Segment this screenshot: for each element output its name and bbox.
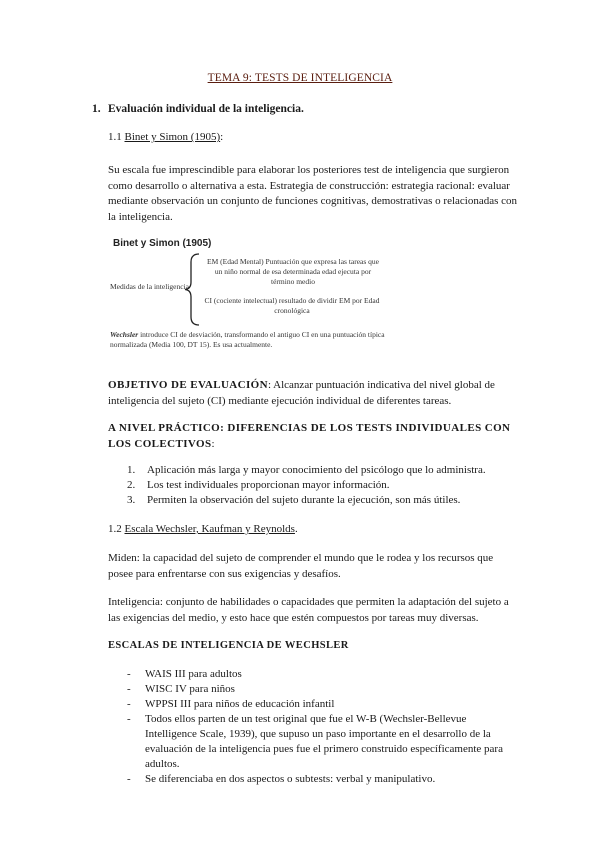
document-title: TEMA 9: TESTS DE INTELIGENCIA [207,72,393,84]
subsection-1-2-name: Escala Wechsler, Kaufman y Reynolds [124,523,295,535]
subsection-1-2-suffix: . [294,523,298,535]
subsection-1-1-heading [108,131,223,143]
figure-footer-bold: Wechsler [110,330,139,339]
objetivo-label: OBJETIVO DE EVALUACIÓN [108,379,268,391]
subsection-1-1-name: Binet y Simon (1905) [124,131,221,143]
practico-heading [108,421,518,452]
objetivo-paragraph [108,378,518,409]
miden-paragraph: Miden: la capacidad del sujeto de comprender el mundo que le rodea y los recursos que posee para enfrentarse con sus exigencias y desafíos. [108,552,494,580]
binet-paragraph: Su escala fue imprescindible para elaborar los posteriores test de inteligencia que surgieron como desarrollo o alternativa a esta. Estrategia de construcción: estrategia racional: evaluar mediante observación un conjunto de funciones cognitivas, demostrativas o relacionadas con la inteligencia. [108,164,518,223]
figure-footer-text: introduce CI de desviación, transformando el antiguo CI en una puntuación típica normalizada (Media 100, DT 15). Es usa actualmente. [110,330,385,349]
practico-list [127,463,517,508]
subsection-1-2-heading [108,523,298,535]
section-1-title: Evaluación individual de la inteligencia. [108,103,304,115]
figure-title: Binet y Simon (1905) [113,238,212,249]
list-item: - WAIS III para adultos [127,668,242,680]
escalas-heading: ESCALAS DE INTELIGENCIA DE WECHSLER [108,640,349,651]
list-item: 2. Los test individuales proporcionan mayor información. [127,479,390,491]
figure-em-text: EM (Edad Mental) Puntuación que expresa las tareas que un niño normal de esa determinada edad ejecuta por término medio [206,257,380,286]
list-item: 3. Permiten la observación del sujeto durante la ejecución, son más útiles. [127,494,461,506]
section-1-heading [92,103,304,115]
subsection-1-2-prefix: 1.2 [108,523,125,535]
figure-footer [110,330,400,350]
section-1-number: 1. [92,103,101,115]
list-item: - Se diferenciaba en dos aspectos o subtests: verbal y manipulativo. [127,773,436,785]
inteligencia-paragraph: Inteligencia: conjunto de habilidades o capacidades que permiten la adaptación del sujeto a las exigencias del medio, y esto hace que estén compuestos por tareas muy diversas. [108,596,509,624]
figure-left-label: Medidas de la inteligencia [110,282,189,291]
list-item: - Todos ellos parten de un test original que fue el W-B (Wechsler-Bellevue Intelligence Scale, 1939), que supuso un paso importante en el desarrollo de la evaluación de la inteligencia pues fue el primero construido específicamente para adultos. [127,713,503,770]
list-item: - WPPSI III para niños de educación infantil [127,698,335,710]
subsection-1-1-prefix: 1.1 [108,131,125,143]
list-item: 1. Aplicación más larga y mayor conocimiento del psicólogo que lo administra. [127,464,486,476]
figure-ci-text: CI (cociente intelectual) resultado de dividir EM por Edad cronológica [204,296,380,315]
escalas-list [127,667,517,787]
curly-brace-icon [183,252,203,327]
list-item: - WISC IV para niños [127,683,235,695]
practico-suffix: : [211,437,215,450]
practico-label: A NIVEL PRÁCTICO: DIFERENCIAS DE LOS TESTS INDIVIDUALES CON LOS COLECTIVOS [108,422,511,450]
subsection-1-1-suffix: : [220,131,224,143]
objetivo-text: : Alcanzar puntuación indicativa del nivel global de inteligencia del sujeto (CI) mediante ejecución individual de diferentes tareas. [108,379,495,407]
